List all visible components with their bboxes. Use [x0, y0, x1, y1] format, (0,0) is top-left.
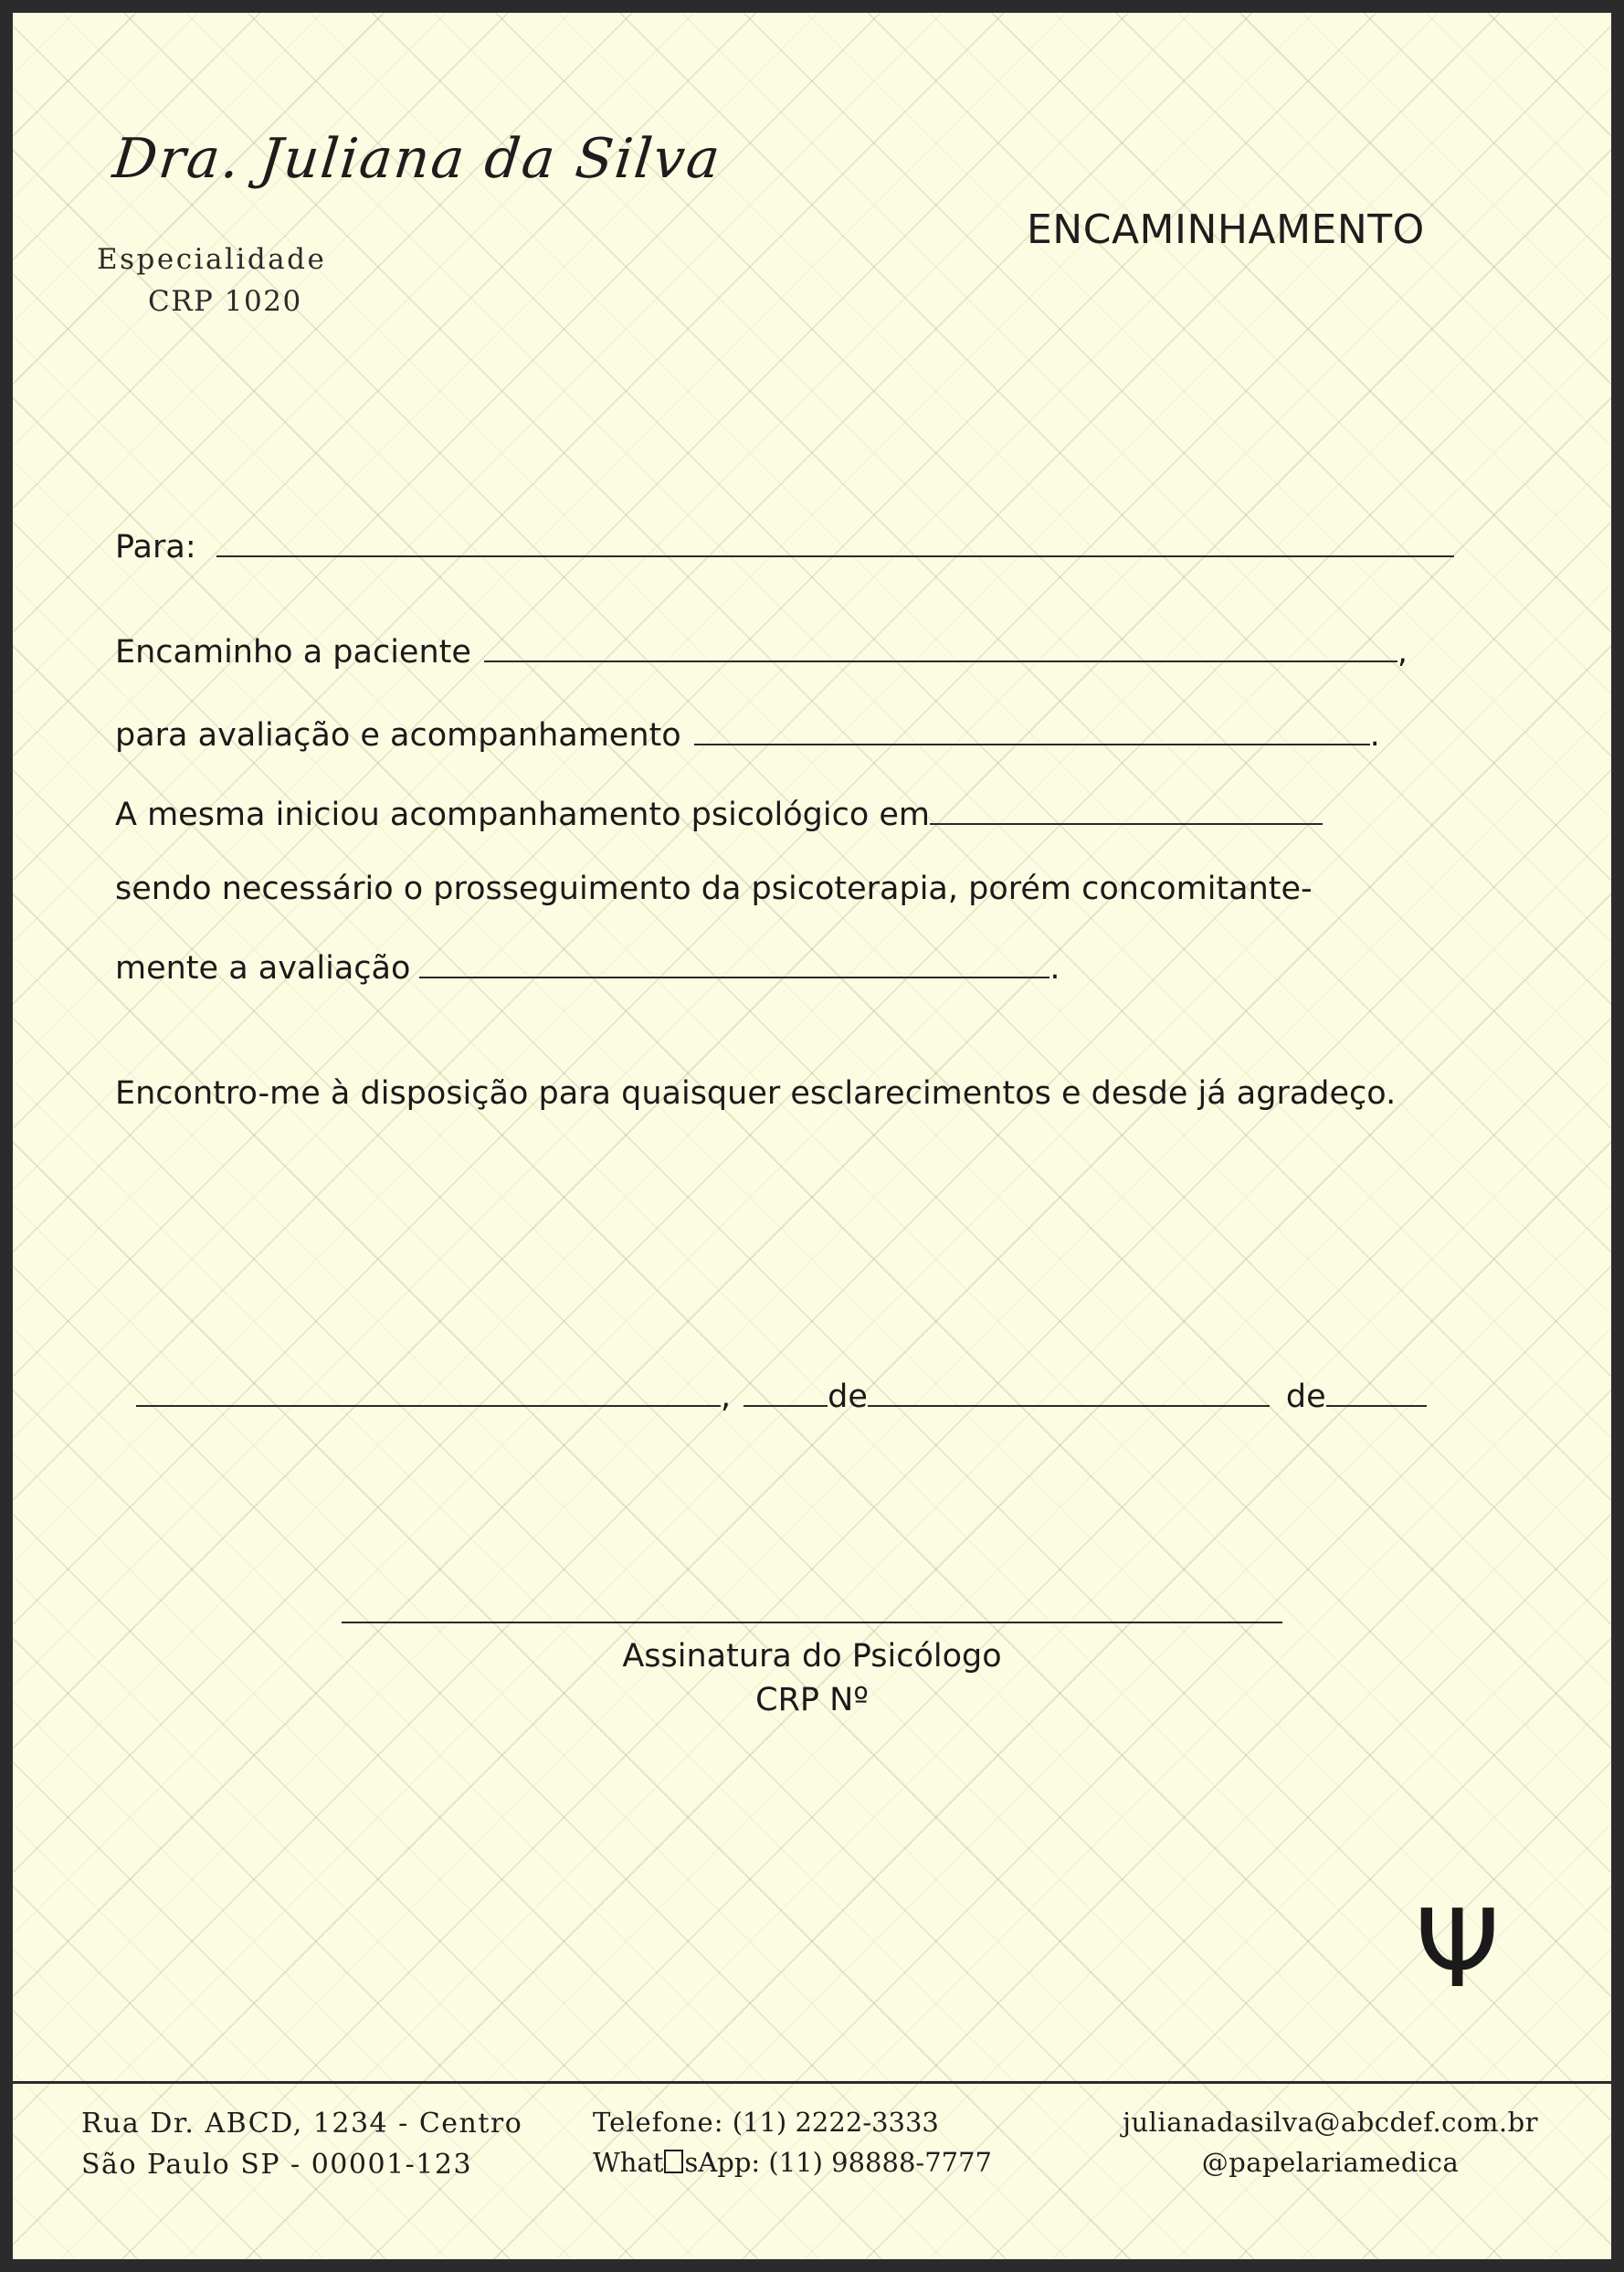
letterhead-header — [13, 13, 1611, 318]
footer — [13, 2103, 1611, 2240]
footer-address-line-1: Rua Dr. ABCD, 1234 - Centro — [81, 2108, 523, 2140]
date-de-2: de — [1285, 1379, 1326, 1415]
footer-phone-row — [593, 2103, 1049, 2143]
patient-row-comma: , — [1397, 634, 1408, 671]
patient-row — [115, 629, 1513, 669]
patient-name-field[interactable] — [484, 629, 1397, 662]
day-field[interactable] — [743, 1374, 828, 1407]
psi-icon: Ψ — [1415, 1886, 1500, 2012]
signature-label: Assinatura do Psicólogo — [622, 1638, 1002, 1675]
closing-paragraph: Encontro-me à disposição para quaisquer esclarecimentos e desde já agradeço. — [115, 1075, 1397, 1112]
footer-social-handle[interactable]: @papelariamedica — [1201, 2146, 1460, 2178]
evaluation-row-period: . — [1369, 717, 1380, 754]
start-date-field[interactable] — [930, 792, 1323, 825]
month-field[interactable] — [868, 1374, 1270, 1407]
footer-whatsapp-label-b: sApp: — [684, 2146, 761, 2178]
footer-web — [1049, 2103, 1611, 2240]
doctor-name: Dra. Juliana da Silva — [110, 127, 725, 191]
assessment-field[interactable] — [419, 946, 1049, 978]
recipient-row — [115, 524, 1513, 564]
footer-whatsapp-row — [593, 2143, 1049, 2183]
evaluation-label: para avaliação e acompanhamento — [115, 717, 681, 754]
footer-divider — [13, 2081, 1611, 2084]
start-date-label: A mesma iniciou acompanhamento psicológico em — [115, 797, 930, 833]
document-body — [115, 524, 1513, 985]
continuation-text: sendo necessário o prosseguimento da psicoterapia, porém concomitante- — [115, 871, 1313, 907]
assessment-label: mente a avaliação — [115, 950, 411, 987]
date-line — [136, 1374, 1470, 1415]
signature-rule[interactable] — [342, 1621, 1282, 1623]
assessment-row-period: . — [1049, 950, 1060, 987]
signature-block — [13, 1621, 1611, 1718]
footer-whatsapp-label-a: What — [593, 2146, 664, 2178]
assessment-row — [115, 946, 1513, 985]
page-content — [13, 13, 1611, 2259]
footer-contact — [593, 2103, 1049, 2240]
date-comma: , — [721, 1379, 732, 1415]
year-field[interactable] — [1326, 1374, 1427, 1407]
date-de-1: de — [828, 1379, 868, 1415]
doctor-specialty: Especialidade — [97, 243, 327, 276]
footer-email[interactable]: julianadasilva@abcdef.com.br — [1122, 2107, 1539, 2138]
recipient-label: Para: — [115, 529, 196, 565]
footer-phone-label: Telefone: — [593, 2107, 724, 2138]
evaluation-row — [115, 713, 1513, 752]
recipient-field[interactable] — [216, 524, 1454, 557]
footer-phone-value: (11) 2222-3333 — [732, 2107, 939, 2138]
evaluation-field[interactable] — [694, 713, 1370, 745]
city-field[interactable] — [136, 1374, 721, 1407]
doctor-crp: CRP 1020 — [148, 285, 302, 318]
footer-address — [13, 2103, 593, 2240]
signature-crp-label: CRP Nº — [755, 1682, 869, 1718]
continuation-row — [115, 873, 1513, 905]
document-type-title: ENCAMINHAMENTO — [1027, 206, 1425, 253]
footer-whatsapp-value: (11) 98888-7777 — [768, 2146, 992, 2178]
footer-address-line-2: São Paulo SP - 00001-123 — [81, 2149, 473, 2181]
patient-label: Encaminho a paciente — [115, 634, 471, 671]
start-date-row — [115, 792, 1513, 831]
whatsapp-glyph-icon — [664, 2150, 683, 2173]
